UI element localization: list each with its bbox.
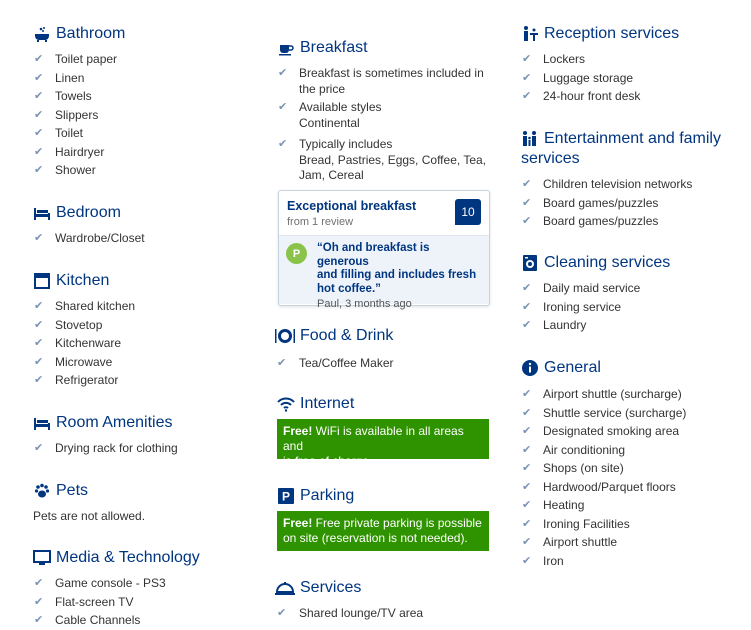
- section-title: Parking: [300, 487, 355, 504]
- list-item: ✔ Shops (on site): [520, 459, 686, 478]
- list-item: ✔ Toilet: [32, 124, 125, 143]
- check-icon: ✔: [522, 499, 532, 511]
- check-icon: ✔: [522, 462, 532, 474]
- washing-machine-icon: [520, 253, 540, 273]
- section-title: Bathroom: [56, 25, 126, 42]
- check-icon: ✔: [522, 388, 532, 400]
- check-icon: ✔: [522, 53, 532, 65]
- section-title: Internet: [300, 395, 355, 412]
- check-icon: ✔: [522, 71, 532, 84]
- check-icon: ✔: [34, 300, 44, 312]
- section-bedroom: [32, 203, 145, 248]
- monitor-icon: [32, 548, 52, 568]
- section-food-drink: [274, 326, 394, 373]
- breakfast-review-card[interactable]: [278, 190, 490, 310]
- check-icon: ✔: [34, 127, 44, 139]
- list-item: ✔ Heating: [520, 496, 686, 515]
- check-icon: ✔: [34, 53, 44, 65]
- pets-policy-text: Pets are not allowed.: [33, 509, 146, 523]
- list-item: ✔ Kitchenware: [32, 334, 135, 353]
- list-item: ✔ Shuttle service (surcharge): [520, 404, 686, 423]
- list-item: ✔ Airport shuttle (surcharge): [520, 385, 686, 404]
- section-title: Kitchen: [56, 272, 110, 289]
- check-icon: ✔: [34, 71, 44, 84]
- list-item: ✔ Drying rack for clothing: [32, 439, 178, 458]
- check-icon: ✔: [34, 108, 44, 121]
- section-entertainment: [520, 129, 721, 231]
- check-icon: ✔: [34, 90, 44, 102]
- review-card-header: [279, 191, 489, 236]
- check-icon: ✔: [278, 67, 288, 79]
- section-breakfast: [276, 38, 486, 184]
- bed-icon: [32, 413, 52, 433]
- section-reception-services: [520, 24, 679, 106]
- check-icon: ✔: [34, 374, 44, 386]
- list-item: ✔ Shower: [32, 161, 125, 180]
- list-item: ✔ Towels: [32, 87, 125, 106]
- section-title-continued: services: [521, 150, 580, 167]
- kitchen-icon: [32, 271, 52, 291]
- check-icon: ✔: [522, 178, 532, 190]
- section-media-technology: [32, 548, 200, 630]
- section-title: Reception services: [544, 25, 680, 42]
- review-count: from 1 review: [287, 216, 354, 228]
- list-item: ✔ Iron: [520, 552, 686, 571]
- list-item: ✔ Tea/Coffee Maker: [274, 354, 394, 373]
- section-title: Breakfast: [300, 39, 368, 56]
- section-title: Bedroom: [56, 204, 121, 221]
- check-icon: ✔: [522, 90, 532, 102]
- check-icon: ✔: [278, 138, 288, 150]
- review-card-title: Exceptional breakfast: [287, 199, 417, 213]
- reception-icon: [520, 24, 540, 44]
- check-icon: ✔: [34, 232, 44, 244]
- list-item: ✔ Cable Channels: [32, 611, 200, 630]
- avatar: P: [286, 243, 307, 264]
- plate-cutlery-icon: [274, 326, 296, 346]
- list-item: ✔ Refrigerator: [32, 371, 135, 390]
- check-icon: ✔: [278, 101, 288, 113]
- list-item: ✔ Available styles Continental: [278, 100, 382, 130]
- section-title: Food & Drink: [300, 327, 394, 344]
- list-item: ✔ Shared lounge/TV area: [274, 604, 423, 623]
- section-kitchen: [32, 271, 135, 390]
- section-title: Room Amenities: [56, 414, 173, 431]
- reviewer-info: Paul, 3 months ago: [317, 298, 412, 310]
- list-item: ✔ Ironing Facilities: [520, 515, 686, 534]
- check-icon: ✔: [522, 196, 532, 209]
- list-item: ✔ Ironing service: [520, 298, 670, 317]
- list-item: ✔ Hairdryer: [32, 143, 125, 162]
- list-item: ✔ Daily maid service: [520, 279, 670, 298]
- list-item: ✔ Airport shuttle: [520, 533, 686, 552]
- list-item: ✔ Microwave: [32, 353, 135, 372]
- check-icon: ✔: [34, 164, 44, 176]
- section-title: Services: [300, 579, 362, 596]
- section-general: [520, 358, 686, 570]
- check-icon: ✔: [522, 443, 532, 456]
- free-wifi-badge: Free! WiFi is available in all areas and is free of charge.: [277, 419, 489, 459]
- list-item: ✔ Toilet paper: [32, 50, 125, 69]
- check-icon: ✔: [522, 319, 532, 331]
- check-icon: ✔: [34, 355, 44, 368]
- check-icon: ✔: [522, 406, 532, 419]
- check-icon: ✔: [277, 357, 287, 369]
- list-item: ✔ Lockers: [520, 50, 679, 69]
- list-item: ✔ Laundry: [520, 316, 670, 335]
- list-item: ✔ Slippers: [32, 106, 125, 125]
- section-title: Pets: [56, 482, 89, 499]
- paw-icon: [32, 481, 52, 501]
- wifi-icon: [276, 394, 296, 414]
- list-item: ✔ 24-hour front desk: [520, 87, 679, 106]
- list-item: ✔ Children television networks: [520, 175, 721, 194]
- check-icon: ✔: [522, 425, 532, 437]
- bath-icon: [32, 24, 52, 44]
- section-cleaning-services: [520, 253, 670, 335]
- svg-text:P: P: [281, 489, 291, 504]
- check-icon: ✔: [522, 554, 532, 567]
- coffee-cup-icon: [276, 38, 296, 58]
- check-icon: ✔: [34, 595, 44, 608]
- section-pets: [32, 481, 145, 525]
- check-icon: ✔: [522, 536, 532, 548]
- check-icon: ✔: [34, 337, 44, 349]
- list-item: ✔ Stovetop: [32, 316, 135, 335]
- review-quote: “Oh and breakfast is generous and filling and includes fresh hot coffee.”: [317, 242, 477, 295]
- list-item: ✔ Luggage storage: [520, 69, 679, 88]
- section-services: [274, 578, 423, 623]
- list-item: ✔ Designated smoking area: [520, 422, 686, 441]
- check-icon: ✔: [522, 282, 532, 294]
- free-parking-badge: Free! Free private parking is possible on site (reservation is not needed).: [277, 511, 489, 551]
- check-icon: ✔: [34, 145, 44, 158]
- parking-icon: [276, 486, 296, 506]
- check-icon: ✔: [522, 517, 532, 530]
- list-item: ✔ Hardwood/Parquet floors: [520, 478, 686, 497]
- list-item: ✔ Breakfast is sometimes included in the price: [278, 66, 484, 96]
- list-item: ✔ Board games/puzzles: [520, 194, 721, 213]
- list-item: ✔ Shared kitchen: [32, 297, 135, 316]
- check-icon: ✔: [522, 300, 532, 313]
- list-item: ✔ Linen: [32, 69, 125, 88]
- family-icon: [520, 129, 540, 149]
- list-item: ✔ Game console - PS3: [32, 574, 200, 593]
- list-item: ✔ Flat-screen TV: [32, 593, 200, 612]
- section-title: Entertainment and family: [544, 130, 721, 147]
- section-title: Media & Technology: [56, 549, 200, 566]
- info-icon: [520, 358, 540, 378]
- section-bathroom: [32, 24, 125, 180]
- list-item: ✔ Wardrobe/Closet: [32, 229, 145, 248]
- review-quote-area: [279, 236, 489, 310]
- section-parking: [276, 486, 354, 506]
- list-item: ✔ Board games/puzzles: [520, 212, 721, 231]
- list-item: ✔ Typically includes Bread, Pastries, Eggs, Coffee, Tea, Jam, Cereal: [278, 137, 486, 182]
- check-icon: ✔: [277, 607, 287, 619]
- check-icon: ✔: [34, 614, 44, 626]
- section-room-amenities: [32, 413, 178, 458]
- check-icon: ✔: [522, 480, 532, 493]
- check-icon: ✔: [34, 318, 44, 331]
- section-title: Cleaning services: [544, 254, 671, 271]
- score-badge: 10: [455, 199, 481, 225]
- check-icon: ✔: [522, 215, 532, 227]
- check-icon: ✔: [34, 442, 44, 454]
- bell-icon: [274, 578, 296, 598]
- list-item: ✔ Air conditioning: [520, 441, 686, 460]
- section-internet: [276, 394, 354, 414]
- section-title: General: [544, 359, 601, 376]
- bed-icon: [32, 203, 52, 223]
- check-icon: ✔: [34, 577, 44, 589]
